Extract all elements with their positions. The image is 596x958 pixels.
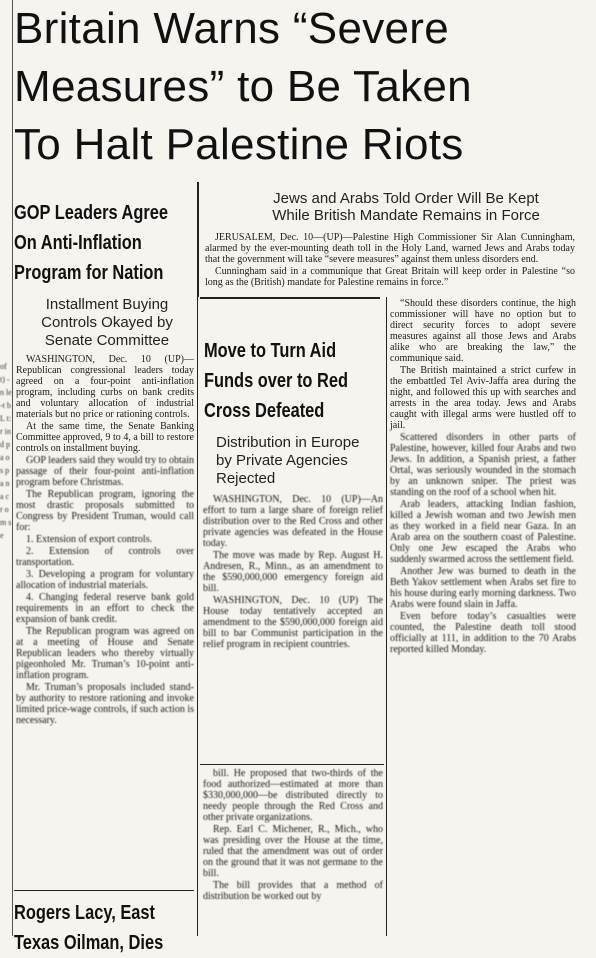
redcross-paragraph: Rep. Earl C. Michener, R., Mich., who was presiding over the House at the time, ruled that the amendment was out of order on the ground that it was not germane to the bill. bbox=[203, 824, 383, 879]
gop-headline-line-3: Program for Nation bbox=[14, 262, 164, 284]
palestine-paragraph: Scattered disorders in other parts of Palestine, however, killed four Arabs and two Jews. In addition, a Spanish priest, a father Ortal, was seriously wounded in the stomach by an unknown sniper. The priest was standing on the roof of a school when hit. bbox=[390, 432, 576, 498]
palestine-paragraph: The British maintained a strict curfew in the embattled Tel Aviv-Jaffa area during the night, and followed this up with searches and arrests in the area today. Jews and Arabs caught with illegal arms were hustled off to jail. bbox=[390, 365, 576, 431]
gop-deck: Installment Buying Controls Okayed by Senate Committee bbox=[41, 296, 173, 349]
palestine-paragraph: Another Jew was burned to death in the Beth Yakov settlement when Arabs set fire to his house during early morning darkness. Two Arabs were found slain in Jaffa. bbox=[390, 566, 576, 610]
redcross-body-top bbox=[203, 494, 383, 764]
palestine-lead-text bbox=[205, 232, 575, 297]
palestine-paragraph: Even before today’s casualties were counted, the Palestine death toll stood officially at 111, in addition to the 70 Arabs reported killed Monday. bbox=[390, 611, 576, 655]
gop-headline-line-1: GOP Leaders Agree bbox=[14, 202, 169, 224]
palestine-continued-column bbox=[390, 298, 576, 934]
gop-list-item: 4. Changing federal reserve bank gold requirements in an effort to check the expansion of bank credit. bbox=[16, 592, 194, 625]
column-rule-left bbox=[197, 297, 198, 936]
redcross-paragraph: The move was made by Rep. August H. Andresen, R., Minn., as an amendment to the $590,000,000 emergency foreign aid bill. bbox=[203, 550, 383, 594]
rogers-headline-line-2: Texas Oilman, Dies bbox=[14, 932, 164, 954]
redcross-headline-line-1: Move to Turn Aid bbox=[204, 340, 337, 362]
redcross-headline-line-2: Funds over to Red bbox=[204, 370, 348, 392]
gop-paragraph: At the same time, the Senate Banking Committee approved, 9 to 4, a bill to restore controls on installment buying. bbox=[16, 421, 194, 454]
gop-list-item: 1. Extension of export controls. bbox=[26, 534, 153, 545]
gop-body bbox=[16, 354, 194, 886]
left-margin-rule bbox=[12, 0, 13, 936]
redcross-deck: Distribution in Europe by Private Agencies Rejected bbox=[216, 434, 360, 487]
gop-paragraph: The Republican program was agreed on at a meeting of House and Senate Republican leaders who thereby virtually pigeonholed Mr. Truman’s 10-point anti-inflation program. bbox=[16, 626, 194, 681]
banner-line-2: Measures” to Be Taken bbox=[14, 62, 472, 111]
page-edge-fragments: of t) -n le -t b L t: r in d p a o s p a n a c r o m s e bbox=[0, 362, 12, 540]
gop-paragraph: WASHINGTON, Dec. 10 (UP)—Republican congressional leaders today agreed on a four-point anti-inflation program, including curbs on bank credits and voluntary allocation of industrial materials but no price or rationing controls. bbox=[16, 354, 194, 420]
palestine-subhead-line-1: Jews and Arabs Told Order Will Be Kept bbox=[273, 190, 539, 207]
palestine-paragraph: Arab leaders, attacking Indian fashion, killed a Jewish woman and two Jewish men as they worked in a field near Gaza. In an Arab area on the southern coast of Palestine. Only one Jew escaped the Arabs who suddenly swarmed across the settlement field. bbox=[390, 499, 576, 565]
gop-paragraph: GOP leaders said they would try to obtain passage of their four-point anti-inflation program before Christmas. bbox=[16, 455, 194, 488]
banner-line-1: Britain Warns “Severe bbox=[14, 4, 450, 53]
gop-paragraph: The Republican program, ignoring the most drastic proposals submitted to Congress by President Truman, would call for: bbox=[16, 489, 194, 533]
section-rule-rogers bbox=[14, 890, 194, 891]
palestine-paragraph: “Should these disorders continue, the high commissioner will have no option but to direct security forces to adopt severe measures against all those Jews and Arabs alike who are breaking the law,” the communique said. bbox=[390, 298, 576, 364]
redcross-headline bbox=[204, 336, 380, 426]
redcross-body-bottom bbox=[203, 768, 383, 934]
gop-list-item: 3. Developing a program for voluntary allocation of industrial materials. bbox=[16, 569, 194, 591]
redcross-paragraph: WASHINGTON, Dec. 10 (UP) The House today tentatively accepted an amendment to the $590,000,000 foreign aid bill to bar Communist participation in the relief program in recipient countries. bbox=[203, 595, 383, 650]
banner-line-3: To Halt Palestine Riots bbox=[14, 120, 464, 169]
rogers-headline-line-1: Rogers Lacy, East bbox=[14, 902, 155, 924]
gop-headline bbox=[14, 198, 202, 288]
gop-headline-line-2: On Anti-Inflation bbox=[14, 232, 142, 254]
palestine-subhead-line-2: While British Mandate Remains in Force bbox=[272, 207, 540, 224]
redcross-paragraph: The bill provides that a method of distribution be worked out by bbox=[203, 880, 383, 902]
gop-paragraph: Mr. Truman’s proposals included stand-by authority to restore rationing and invoke limited price-wage controls, if such action is necessary. bbox=[16, 682, 195, 726]
section-rule-palestine bbox=[200, 297, 380, 299]
rogers-headline bbox=[14, 898, 196, 954]
palestine-paragraph: JERUSALEM, Dec. 10—(UP)—Palestine High Commissioner Sir Alan Cunningham, alarmed by the ever-mounting death toll in the Holy Land, warned Jews and Arabs today that the government will take “severe measures” against them unless disorders end. bbox=[205, 232, 575, 265]
column-rule-right bbox=[386, 297, 387, 936]
redcross-divider bbox=[200, 764, 384, 765]
palestine-paragraph: Cunningham said in a communique that Great Britain will keep order in Palestine “so long as the (British) mandate for Palestine remains in force.” bbox=[205, 266, 575, 288]
redcross-paragraph: WASHINGTON, Dec. 10 (UP)—An effort to turn a large share of foreign relief distribution over to the Red Cross and other private agencies was defeated in the House today. bbox=[203, 494, 383, 549]
redcross-paragraph: bill. He proposed that two-thirds of the food authorized—estimated at more than $330,000,000—be distributed directly to needy people through the Red Cross and other private organizations. bbox=[203, 768, 383, 823]
gop-list-item: 2. Extension of controls over transportation. bbox=[16, 546, 194, 568]
banner-headline bbox=[14, 0, 596, 174]
redcross-headline-line-3: Cross Defeated bbox=[204, 400, 325, 422]
palestine-subhead bbox=[226, 190, 586, 224]
